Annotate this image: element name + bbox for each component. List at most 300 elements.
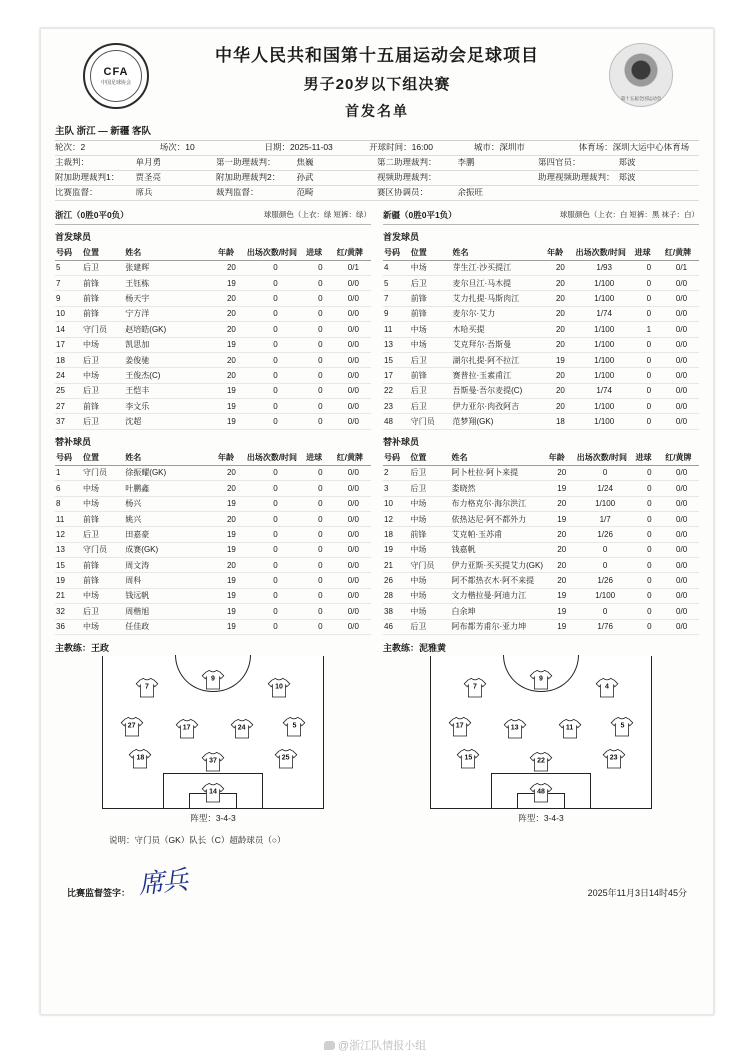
- table-row: [383, 414, 699, 429]
- cell-position: 中场: [82, 588, 124, 603]
- cell-goals: 0: [305, 337, 336, 352]
- cell-goals: 0: [305, 604, 336, 619]
- cell-number: 10: [383, 496, 409, 511]
- cell-position: 中场: [82, 619, 124, 634]
- pitch-shirt: [128, 749, 152, 770]
- table-row: [55, 496, 371, 511]
- away-pitch: [430, 656, 652, 809]
- shirt-number: 24: [237, 724, 246, 732]
- crest-cfa-text: CFA: [103, 66, 129, 78]
- pitch-shirt: [558, 718, 582, 739]
- cell-goals: 0: [635, 619, 665, 634]
- cell-apps: 0: [576, 558, 635, 573]
- cell-age: 20: [548, 573, 576, 588]
- cell-apps: 0: [246, 260, 305, 275]
- pitch-shirt: [529, 752, 553, 773]
- col-cards: 红/黄牌: [336, 245, 371, 261]
- cell-position: 中场: [82, 481, 124, 496]
- pitch-shirt: [448, 717, 472, 738]
- value-var: [458, 173, 539, 182]
- cell-name: 麦尔旦江·马木提: [451, 276, 546, 291]
- table-row: [383, 481, 699, 496]
- cell-cards: 0/0: [664, 414, 699, 429]
- cell-goals: 0: [305, 527, 336, 542]
- cell-number: 32: [55, 604, 82, 619]
- cell-age: 20: [548, 465, 576, 480]
- cell-apps: 1/74: [575, 306, 634, 321]
- table-row: [383, 542, 699, 557]
- cell-apps: 0: [246, 276, 305, 291]
- home-formation-label: 阵型：3-4-3: [190, 812, 236, 823]
- cell-goals: 0: [305, 481, 336, 496]
- cell-apps: 0: [246, 337, 305, 352]
- cell-age: 20: [217, 511, 246, 526]
- cell-age: 19: [546, 352, 574, 367]
- cell-age: 20: [217, 481, 246, 496]
- cell-name: 阿不都热衣木·阿不来提: [450, 573, 547, 588]
- pitch-shirt: [503, 718, 527, 739]
- away-subs-body: [383, 465, 699, 634]
- cell-goals: 0: [305, 465, 336, 480]
- cell-cards: 0/1: [336, 260, 371, 275]
- cell-age: 19: [548, 588, 576, 603]
- col-position: 位置: [410, 245, 452, 261]
- cell-goals: 0: [305, 619, 336, 634]
- home-team-title: 浙江（0胜0平0负）: [55, 209, 129, 220]
- col-number: 号码: [55, 450, 82, 466]
- cell-age: 20: [546, 368, 574, 383]
- cell-apps: 0: [246, 352, 305, 367]
- home-subs-body: [55, 465, 371, 634]
- cell-goals: 0: [634, 260, 664, 275]
- cell-number: 38: [383, 604, 409, 619]
- cell-position: 中场: [409, 573, 450, 588]
- weibo-icon: [324, 1041, 335, 1050]
- cell-age: 19: [217, 573, 246, 588]
- cell-age: 19: [548, 511, 576, 526]
- cell-goals: 0: [634, 291, 664, 306]
- cell-name: 杨天宇: [124, 291, 217, 306]
- cell-age: 18: [546, 414, 574, 429]
- cell-apps: 0: [576, 604, 635, 619]
- home-starters-header-row: [55, 245, 371, 261]
- cell-goals: 0: [305, 291, 336, 306]
- col-cards: 红/黄牌: [664, 450, 699, 466]
- table-row: [55, 414, 371, 429]
- cell-position: 中场: [410, 337, 452, 352]
- shirt-number: 5: [292, 722, 297, 730]
- cell-apps: 1/100: [576, 588, 635, 603]
- label-referee: 主裁判：: [55, 158, 90, 168]
- cell-cards: 0/0: [664, 337, 699, 352]
- table-row: [383, 368, 699, 383]
- cell-age: 20: [546, 322, 574, 337]
- meta-row-3: [55, 171, 699, 186]
- cell-goals: 0: [634, 399, 664, 414]
- cell-name: 赛普拉·玉素甫江: [451, 368, 546, 383]
- cell-cards: 0/0: [664, 465, 699, 480]
- col-apps: 出场次数/时间: [576, 450, 635, 466]
- table-row: [55, 399, 371, 414]
- col-name: 姓名: [124, 450, 217, 466]
- cell-apps: 1/74: [575, 383, 634, 398]
- table-row: [383, 399, 699, 414]
- cell-cards: 0/0: [664, 276, 699, 291]
- pitch-shirt: [529, 782, 553, 803]
- shirt-number: 22: [537, 757, 545, 765]
- cell-apps: 0: [246, 368, 305, 383]
- meta-city: 城市：深圳市: [473, 143, 525, 153]
- cell-name: 沈超: [124, 414, 217, 429]
- cell-apps: 1/100: [575, 276, 634, 291]
- cell-cards: 0/0: [336, 352, 371, 367]
- value-fourth: 郑波: [618, 158, 636, 168]
- home-kit-colors: 球服颜色（上衣：绿 短裤：绿）: [263, 209, 371, 219]
- cell-goals: 0: [634, 276, 664, 291]
- cell-apps: 1/100: [576, 496, 635, 511]
- cell-name: 白余坤: [450, 604, 547, 619]
- shirt-number: 17: [455, 722, 464, 730]
- cell-goals: 0: [635, 465, 665, 480]
- col-number: 号码: [383, 245, 410, 261]
- cell-name: 任佳政: [124, 619, 217, 634]
- table-row: [383, 276, 699, 291]
- cell-cards: 0/0: [336, 414, 371, 429]
- cell-name: 赵培皓(GK): [124, 322, 217, 337]
- cell-cards: 0/0: [336, 276, 371, 291]
- label-referee-assessor: 裁判监督：: [216, 188, 259, 198]
- table-row: [383, 291, 699, 306]
- cell-number: 36: [55, 619, 82, 634]
- pitch-shirt: [120, 717, 144, 738]
- shirt-number: 15: [464, 754, 473, 762]
- cell-position: 前锋: [410, 368, 452, 383]
- cell-number: 19: [55, 573, 82, 588]
- shirt-number: 11: [565, 724, 574, 732]
- page-title: 中华人民共和国第十五届运动会足球项目: [215, 46, 539, 65]
- label-aar1: 附加助理裁判1：: [55, 173, 120, 183]
- cell-position: 中场: [410, 260, 452, 275]
- cell-name: 湖尔扎提·阿不拉江: [451, 352, 546, 367]
- cell-age: 20: [548, 542, 576, 557]
- label-coordinator: 赛区协调员：: [377, 188, 429, 198]
- meta-date: 日期：2025-11-03: [264, 143, 333, 153]
- cell-age: 20: [546, 383, 574, 398]
- cell-cards: 0/0: [664, 399, 699, 414]
- cell-number: 21: [55, 588, 82, 603]
- home-formation-wrap: [55, 656, 371, 824]
- pitch-shirt: [201, 782, 225, 803]
- away-starters-header-row: [383, 245, 699, 261]
- cell-cards: 0/0: [664, 306, 699, 321]
- cell-goals: 0: [635, 573, 665, 588]
- games-logo-label: 第十五届全国运动会: [620, 96, 662, 101]
- col-cards: 红/黄牌: [664, 245, 699, 261]
- cell-position: 前锋: [410, 306, 452, 321]
- away-team-title: 新疆（0胜0平1负）: [383, 209, 457, 220]
- cell-goals: 0: [634, 337, 664, 352]
- cell-position: 后卫: [409, 465, 450, 480]
- cell-cards: 0/1: [664, 260, 699, 275]
- match-teams-line: 主队 浙江 — 新疆 客队: [55, 127, 699, 141]
- home-pitch: [102, 656, 324, 809]
- meta-row-1: [55, 141, 699, 156]
- cell-age: 20: [546, 306, 574, 321]
- cell-position: 中场: [409, 542, 450, 557]
- cell-number: 24: [55, 368, 82, 383]
- cell-position: 后卫: [82, 352, 124, 367]
- cell-name: 姚兴: [124, 511, 217, 526]
- cell-age: 20: [546, 399, 574, 414]
- cell-age: 20: [546, 291, 574, 306]
- cell-age: 20: [546, 260, 574, 275]
- cell-cards: 0/0: [664, 481, 699, 496]
- cell-goals: 0: [635, 542, 665, 557]
- cell-number: 25: [55, 383, 82, 398]
- cell-goals: 0: [305, 322, 336, 337]
- meta-matchno: 场次：10: [159, 143, 195, 153]
- cell-goals: 0: [305, 383, 336, 398]
- col-age: 年龄: [548, 450, 576, 466]
- cell-name: 凯思加: [124, 337, 217, 352]
- col-number: 号码: [383, 450, 409, 466]
- cell-apps: 0: [246, 604, 305, 619]
- cell-apps: 0: [246, 588, 305, 603]
- table-row: [383, 465, 699, 480]
- home-team-column: [55, 209, 371, 654]
- table-row: [383, 573, 699, 588]
- table-row: [55, 619, 371, 634]
- cell-position: 后卫: [410, 276, 452, 291]
- cell-number: 6: [55, 481, 82, 496]
- table-row: [55, 352, 371, 367]
- pitch-shirt: [529, 670, 553, 691]
- cell-number: 48: [383, 414, 410, 429]
- cell-name: 艾力扎提·马斯肉江: [451, 291, 546, 306]
- pitch-shirt: [610, 717, 634, 738]
- cell-goals: 0: [305, 414, 336, 429]
- table-row: [55, 588, 371, 603]
- table-row: [55, 604, 371, 619]
- cell-apps: 1/93: [575, 260, 634, 275]
- away-starters-label: 首发球员: [383, 231, 420, 242]
- cell-number: 27: [55, 399, 82, 414]
- cell-age: 20: [217, 558, 246, 573]
- value-ar2: 李鹏: [457, 158, 475, 168]
- away-subs-table: [383, 450, 699, 635]
- cell-goals: 0: [634, 368, 664, 383]
- pitch-shirt: [135, 677, 159, 698]
- cell-cards: 0/0: [664, 496, 699, 511]
- table-row: [55, 368, 371, 383]
- shirt-number: 48: [537, 788, 545, 796]
- cell-apps: 1/100: [575, 322, 634, 337]
- cell-goals: 0: [305, 573, 336, 588]
- watermark-text: @浙江队情报小组: [337, 1040, 427, 1052]
- meta-round: 轮次：2: [55, 143, 86, 153]
- cell-name: 杨兴: [124, 496, 217, 511]
- cell-position: 前锋: [82, 399, 124, 414]
- signature-mark: 席兵: [136, 865, 188, 900]
- cell-name: 娄晓然: [450, 481, 547, 496]
- cell-age: 19: [217, 414, 246, 429]
- cell-goals: 0: [305, 306, 336, 321]
- table-row: [383, 511, 699, 526]
- cell-position: 前锋: [82, 573, 124, 588]
- cell-cards: 0/0: [664, 558, 699, 573]
- cell-number: 28: [383, 588, 409, 603]
- cell-age: 19: [548, 481, 576, 496]
- away-starters-table: [383, 245, 699, 430]
- cell-cards: 0/0: [336, 542, 371, 557]
- cell-age: 19: [548, 619, 576, 634]
- cell-name: 李文乐: [124, 399, 217, 414]
- cell-number: 21: [383, 558, 409, 573]
- cell-name: 范梦翔(GK): [451, 414, 546, 429]
- cell-cards: 0/0: [336, 558, 371, 573]
- cell-position: 前锋: [82, 291, 124, 306]
- cell-number: 18: [383, 527, 409, 542]
- shirt-number: 13: [510, 724, 519, 732]
- cell-goals: 0: [635, 558, 665, 573]
- table-row: [383, 306, 699, 321]
- shirt-number: 17: [182, 724, 191, 732]
- table-row: [383, 588, 699, 603]
- cell-apps: 1/100: [575, 414, 634, 429]
- cell-cards: 0/0: [336, 481, 371, 496]
- table-row: [383, 496, 699, 511]
- col-name: 姓名: [124, 245, 217, 261]
- cell-goals: 0: [305, 588, 336, 603]
- cell-cards: 0/0: [664, 511, 699, 526]
- shirt-number: 5: [620, 722, 625, 730]
- page-subtitle: 男子20岁以下组决赛: [303, 76, 451, 93]
- cell-position: 后卫: [82, 527, 124, 542]
- label-aar2: 附加助理裁判2：: [216, 173, 281, 183]
- cell-number: 4: [383, 260, 410, 275]
- col-apps: 出场次数/时间: [246, 450, 305, 466]
- cell-position: 前锋: [82, 276, 124, 291]
- shirt-number: 9: [539, 675, 543, 683]
- cell-number: 12: [55, 527, 82, 542]
- away-formation-wrap: [383, 656, 699, 824]
- cell-age: 20: [548, 558, 576, 573]
- table-row: [55, 558, 371, 573]
- cell-position: 中场: [410, 322, 452, 337]
- label-var: 视频助理裁判：: [377, 173, 437, 183]
- cell-position: 中场: [409, 496, 450, 511]
- lineup-sheet: [40, 28, 714, 1015]
- table-row: [55, 276, 371, 291]
- document-header: [41, 29, 713, 121]
- cell-position: 后卫: [410, 383, 452, 398]
- cell-name: 阿卜杜拉·阿卜来提: [450, 465, 547, 480]
- pitch-shirt: [282, 717, 306, 738]
- watermark: [0, 1037, 750, 1053]
- cell-goals: 0: [635, 481, 665, 496]
- cell-age: 20: [217, 291, 246, 306]
- home-starters-label: 首发球员: [55, 231, 92, 242]
- cell-goals: 0: [635, 511, 665, 526]
- cell-name: 艾克拜尔·吾斯曼: [451, 337, 546, 352]
- shirt-number: 9: [211, 675, 215, 683]
- table-row: [55, 322, 371, 337]
- table-row: [383, 558, 699, 573]
- label-fourth: 第四官员：: [538, 158, 581, 168]
- cell-age: 20: [548, 496, 576, 511]
- shirt-number: 25: [281, 754, 290, 762]
- home-subs-header-row: [55, 450, 371, 466]
- away-subs-header-row: [383, 450, 699, 466]
- label-avar: 助理视频助理裁判：: [538, 173, 615, 183]
- cell-age: 19: [217, 399, 246, 414]
- cell-number: 11: [55, 511, 82, 526]
- value-referee-assessor: 范畸: [296, 188, 314, 198]
- cell-cards: 0/0: [336, 399, 371, 414]
- table-row: [383, 322, 699, 337]
- cell-age: 20: [217, 322, 246, 337]
- cell-number: 22: [383, 383, 410, 398]
- cell-position: 中场: [82, 368, 124, 383]
- pitch-shirt: [267, 677, 291, 698]
- away-coach: 主教练：泥雅黄: [383, 642, 447, 653]
- cell-number: 46: [383, 619, 409, 634]
- cell-position: 前锋: [82, 511, 124, 526]
- shirt-number: 18: [136, 754, 145, 762]
- cell-number: 17: [383, 368, 410, 383]
- cell-goals: 0: [305, 542, 336, 557]
- cell-position: 中场: [409, 604, 450, 619]
- cell-number: 3: [383, 481, 409, 496]
- cell-position: 前锋: [82, 306, 124, 321]
- cell-goals: 0: [635, 527, 665, 542]
- shirt-number: 7: [145, 683, 149, 691]
- shirt-number: 23: [609, 754, 618, 762]
- cell-goals: 0: [305, 352, 336, 367]
- cell-cards: 0/0: [664, 368, 699, 383]
- label-ar1: 第一助理裁判：: [216, 158, 276, 168]
- cell-apps: 0: [246, 306, 305, 321]
- cell-age: 19: [548, 604, 576, 619]
- col-age: 年龄: [546, 245, 574, 261]
- shirt-number: 14: [209, 788, 217, 796]
- value-ar1: 焦巍: [296, 158, 314, 168]
- cell-apps: 1/100: [575, 352, 634, 367]
- table-row: [383, 260, 699, 275]
- cell-position: 后卫: [82, 383, 124, 398]
- home-team-header: [55, 209, 371, 225]
- table-row: [55, 481, 371, 496]
- pitch-shirt: [274, 749, 298, 770]
- meta-row-4: [55, 186, 699, 201]
- cell-apps: 1/24: [576, 481, 635, 496]
- home-coach: 主教练：王政: [55, 642, 110, 653]
- cell-number: 9: [383, 306, 410, 321]
- cell-apps: 1/100: [575, 291, 634, 306]
- cell-position: 后卫: [409, 619, 450, 634]
- away-subs-label: 替补球员: [383, 436, 420, 447]
- cell-age: 19: [217, 588, 246, 603]
- cell-age: 19: [217, 527, 246, 542]
- cell-cards: 0/0: [664, 383, 699, 398]
- cell-age: 19: [217, 619, 246, 634]
- cell-cards: 0/0: [336, 619, 371, 634]
- cell-number: 7: [55, 276, 82, 291]
- cell-apps: 0: [246, 399, 305, 414]
- label-ar2: 第二助理裁判：: [377, 158, 437, 168]
- pitch-shirt: [201, 752, 225, 773]
- cell-name: 阿布都艻甫尔·亚力坤: [450, 619, 547, 634]
